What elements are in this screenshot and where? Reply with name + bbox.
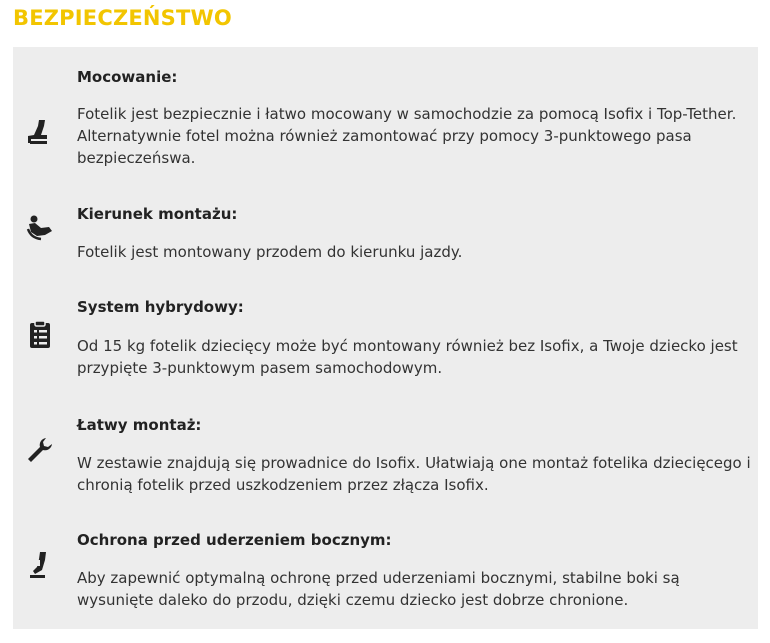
feature-heading: Ochrona przed uderzeniem bocznym: xyxy=(77,531,392,549)
features-panel xyxy=(13,47,758,629)
feature-description: Aby zapewnić optymalną ochronę przed uderzeniami bocznymi, stabilne boki są wysunięte daleko do przodu, dzięki czemu dziecko jest dobrze chronione. xyxy=(77,569,680,609)
car-seat-icon xyxy=(25,117,55,147)
child-seat-direction-icon xyxy=(25,212,55,242)
feature-heading: Kierunek montażu: xyxy=(77,205,238,223)
feature-description: Fotelik jest montowany przodem do kierunku jazdy. xyxy=(77,243,463,261)
wrench-icon xyxy=(25,435,55,465)
feature-description: Od 15 kg fotelik dziecięcy może być montowany również bez Isofix, a Twoje dziecko jest przypięte 3-punktowym pasem samochodowym. xyxy=(77,337,738,377)
feature-description: Fotelik jest bezpiecznie i łatwo mocowany w samochodzie za pomocą Isofix i Top-Tether. Alternatywnie fotel można również zamontować przy pomocy 3-punktowego pasa bezpieczeńswa. xyxy=(77,105,737,167)
feature-heading: Łatwy montaż: xyxy=(77,416,202,434)
clipboard-checklist-icon xyxy=(25,319,55,349)
feature-heading: System hybrydowy: xyxy=(77,298,244,316)
section-title: BEZPIECZEŃSTWO xyxy=(13,6,232,30)
feature-description: W zestawie znajdują się prowadnice do Isofix. Ułatwiają one montaż fotelika dziecięcego i chronią fotelik przed uszkodzeniem przez złącza Isofix. xyxy=(77,454,751,494)
feature-heading: Mocowanie: xyxy=(77,68,178,86)
side-protection-seat-icon xyxy=(25,550,55,580)
